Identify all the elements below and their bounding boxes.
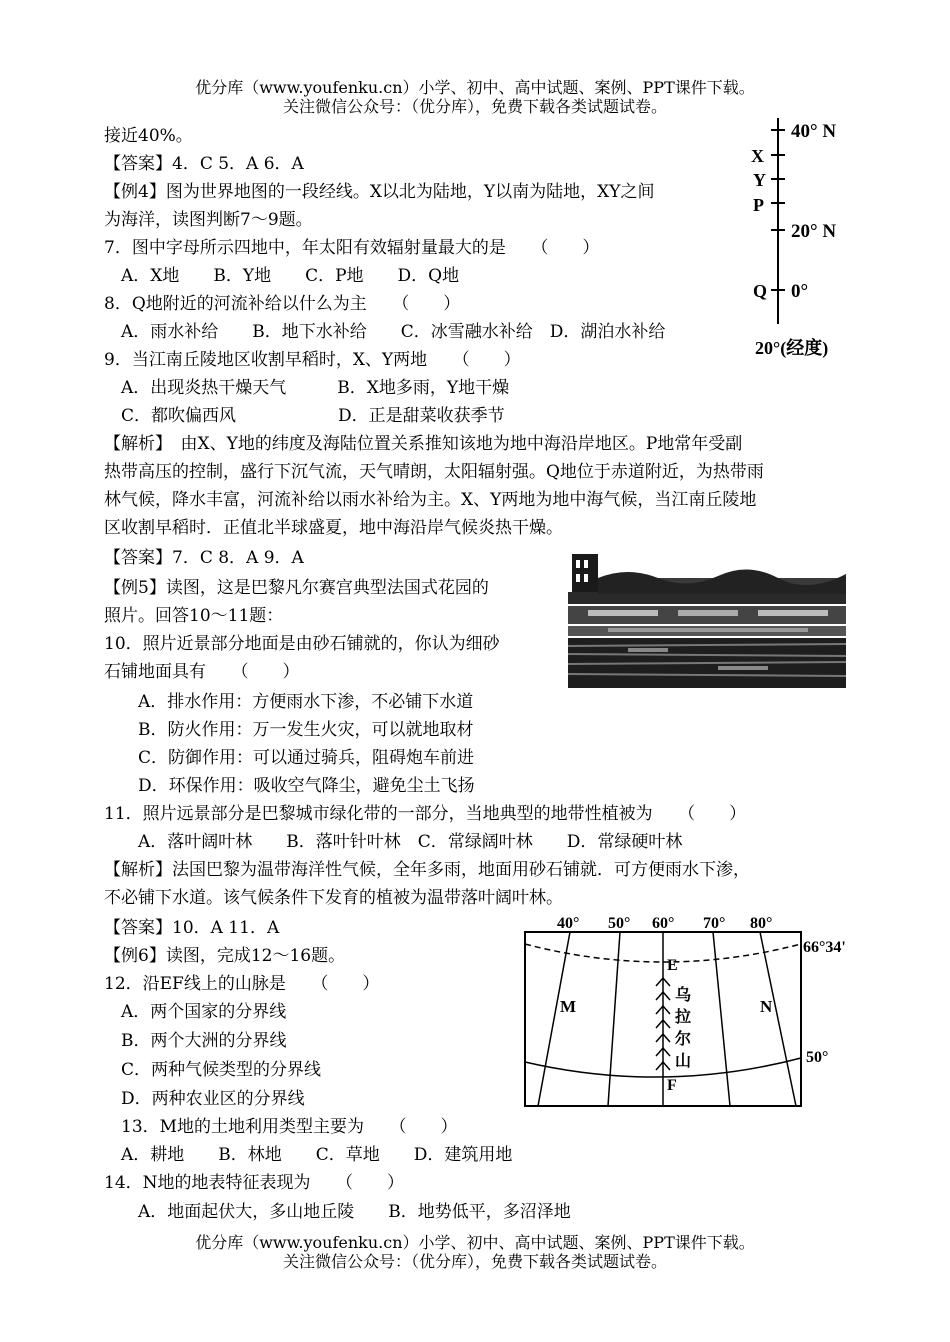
lon-40: 40° <box>557 915 580 932</box>
label-m: M <box>560 997 577 1016</box>
mountain-name-char: 尔 <box>675 1031 692 1048</box>
analysis-line: 热带高压的控制，盛行下沉气流，天气晴朗，太阳辐射强。Q地位于赤道附近，为热带雨 <box>104 462 764 482</box>
analysis-line: 不必铺下水道。该气候条件下发育的植被为温带落叶阔叶林。 <box>104 888 563 908</box>
mountain-name-char: 山 <box>675 1053 692 1070</box>
question-11-options: A．落叶阔叶林 B．落叶针叶林 C．常绿阔叶林 D．常绿硬叶林 <box>104 832 683 852</box>
question-13-options: A．耕地 B．林地 C．草地 D．建筑用地 <box>104 1145 513 1165</box>
lon-60: 60° <box>652 915 675 932</box>
question-12-option: B．两个大洲的分界线 <box>104 1031 287 1051</box>
header-line-2: 关注微信公众号：（优分库），免费下载各类试题试卷。 <box>282 97 667 116</box>
text-line: 【例4】图为世界地图的一段经线。X以北为陆地，Y以南为陆地，XY之间 <box>104 182 655 202</box>
footer-line-1: 优分库（www.youfenku.cn）小学、初中、高中试题、案例、PPT课件下载。 <box>195 1233 755 1252</box>
analysis-line: 【解析】 由X、Y地的纬度及海陆位置关系推知该地为地中海沿岸地区。P地常年受副 <box>104 434 743 454</box>
label-f: F <box>667 1077 677 1094</box>
lon-80: 80° <box>750 915 773 932</box>
question-7: 7．图中字母所示四地中，年太阳有效辐射量最大的是 （ ） <box>104 238 600 258</box>
question-12: 12．沿EF线上的山脉是 （ ） <box>104 974 380 994</box>
question-10: 石铺地面具有 （ ） <box>104 662 300 682</box>
versailles-garden-photo <box>568 548 846 688</box>
label-0: 0° <box>791 281 809 302</box>
question-9: 9．当江南丘陵地区收割早稻时，X、Y两地 （ ） <box>104 350 521 370</box>
question-13: 13．M地的土地利用类型主要为 （ ） <box>104 1117 458 1137</box>
meridian-figure <box>745 112 855 364</box>
text-line: 【例5】读图，这是巴黎凡尔赛宫典型法国式花园的 <box>104 578 489 598</box>
question-10: 10．照片近景部分地面是由砂石铺就的，你认为细砂 <box>104 634 500 654</box>
question-10-option: A．排水作用：方便雨水下渗，不必铺下水道 <box>104 692 474 712</box>
label-x: X <box>751 146 764 166</box>
text-line: 为海洋，读图判断7～9题。 <box>104 210 313 230</box>
lon-70: 70° <box>703 915 726 932</box>
label-n: N <box>760 997 773 1016</box>
meridian-50 <box>608 932 620 1106</box>
question-8: 8．Q地附近的河流补给以什么为主 （ ） <box>104 294 461 314</box>
question-9-options: A．出现炎热干燥天气 B．X地多雨，Y地干燥 <box>104 378 510 398</box>
ural-mountains-map <box>520 912 860 1112</box>
text-line: 照片。回答10～11题： <box>104 606 284 626</box>
question-10-option: C．防御作用：可以通过骑兵，阻碍炮车前进 <box>104 748 475 768</box>
label-20n: 20° N <box>791 221 837 242</box>
lat-66-34: 66°34' <box>803 939 846 956</box>
answer-line: 【答案】10．A 11．A <box>104 918 280 938</box>
answer-line: 【答案】7．C 8．A 9．A <box>104 548 304 568</box>
header-line-1: 优分库（www.youfenku.cn）小学、初中、高中试题、案例、PPT课件下载。 <box>195 78 755 97</box>
analysis-line: 区收割早稻时．正值北半球盛夏，地中海沿岸气候炎热干燥。 <box>104 518 563 538</box>
label-longitude: 20°(经度) <box>755 338 829 358</box>
question-10-option: D．环保作用：吸收空气降尘，避免尘土飞扬 <box>104 776 475 796</box>
question-7-options: A．X地 B．Y地 C．P地 D．Q地 <box>104 266 460 286</box>
mountain-name-char: 拉 <box>675 1009 692 1026</box>
text-line: 接近40%。 <box>104 126 193 146</box>
text-line: 【例6】读图，完成12～16题。 <box>104 946 346 966</box>
label-40n: 40° N <box>791 121 837 142</box>
lon-50: 50° <box>608 915 631 932</box>
meridian-80 <box>760 932 796 1106</box>
question-14-options: A．地面起伏大，多山地丘陵 B．地势低平，多沼泽地 <box>104 1202 571 1222</box>
question-11: 11．照片远景部分是巴黎城市绿化带的一部分，当地典型的地带性植被为 （ ） <box>104 804 747 824</box>
question-10-option: B．防火作用：万一发生火灾，可以就地取材 <box>104 720 474 740</box>
label-y: Y <box>753 170 766 190</box>
meridian-40 <box>538 932 570 1106</box>
analysis-line: 林气候，降水丰富，河流补给以雨水补给为主。X、Y两地为地中海气候，当江南丘陵地 <box>104 490 757 510</box>
label-q: Q <box>753 281 768 301</box>
label-p: P <box>753 195 764 215</box>
lat-50: 50° <box>806 1049 829 1066</box>
question-12-option: A．两个国家的分界线 <box>104 1002 287 1022</box>
question-14: 14．N地的地表特征表现为 （ ） <box>104 1173 405 1193</box>
question-9-options: C．都吹偏西风 D．正是甜菜收获季节 <box>104 406 505 426</box>
question-12-option: C．两种气候类型的分界线 <box>104 1060 322 1080</box>
analysis-line: 【解析】法国巴黎为温带海洋性气候，全年多雨，地面用砂石铺就．可方便雨水下渗， <box>104 860 750 880</box>
question-8-options: A．雨水补给 B．地下水补给 C．冰雪融水补给 D．湖泊水补给 <box>104 322 666 342</box>
mountain-name-char: 乌 <box>675 987 692 1004</box>
footer-line-2: 关注微信公众号：（优分库），免费下载各类试题试卷。 <box>282 1252 667 1271</box>
label-e: E <box>667 957 678 974</box>
answer-line: 【答案】4．C 5．A 6．A <box>104 154 304 174</box>
question-12-option: D．两种农业区的分界线 <box>104 1089 305 1109</box>
